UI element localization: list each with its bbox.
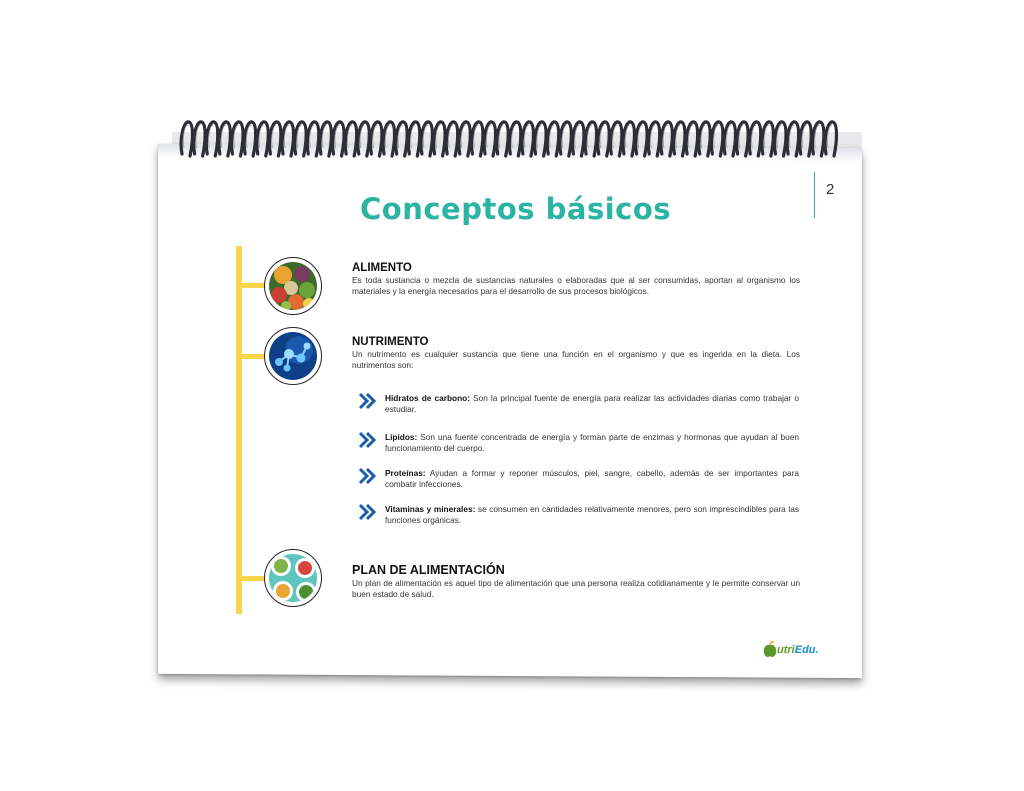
spiral-coil <box>446 122 457 156</box>
heading-alimento: ALIMENTO <box>352 262 412 274</box>
spiral-coil <box>509 122 520 156</box>
spiral-coil <box>232 122 243 156</box>
spiral-coil <box>206 122 217 156</box>
timeline-tick <box>236 354 264 359</box>
nutrient-term: Lípidos: <box>385 432 418 442</box>
spiral-coil <box>320 122 331 156</box>
nutrient-description: Son una fuente concentrada de energía y forman parte de enzimas y hormonas que ayudan al buen funcionamiento del cuerpo. <box>385 432 799 453</box>
spiral-coil <box>573 122 584 156</box>
spiral-coil <box>737 122 748 156</box>
spiral-coil <box>244 122 255 156</box>
spiral-coil <box>421 122 432 156</box>
double-chevron-icon <box>358 431 378 449</box>
spiral-coil <box>472 122 483 156</box>
spiral-coil <box>434 122 445 156</box>
page-title: Conceptos básicos <box>360 192 672 226</box>
double-chevron-icon <box>358 392 378 410</box>
spiral-coil <box>686 122 697 156</box>
molecule-icon <box>264 327 322 385</box>
nutrient-term: Proteínas: <box>385 468 426 478</box>
spiral-coil <box>610 122 621 156</box>
spiral-coil <box>585 122 596 156</box>
heading-plan-alimentacion: PLAN DE ALIMENTACIÓN <box>352 563 505 577</box>
body-nutrimento: Un nutrimento es cualquier sustancia que tiene una función en el organismo y que es ingerida en la dieta. Los nutrimentos son: <box>352 349 800 370</box>
spiral-coil <box>181 122 192 156</box>
spiral-coil <box>497 122 508 156</box>
nutrient-term: Vitaminas y minerales: <box>385 504 476 514</box>
spiral-coil <box>484 122 495 156</box>
nutrient-text <box>385 432 799 453</box>
spiral-coil <box>547 122 558 156</box>
double-chevron-icon <box>358 467 378 485</box>
spiral-coil <box>194 122 205 156</box>
spiral-coil <box>383 122 394 156</box>
spiral-coil <box>724 122 735 156</box>
spiral-coil <box>295 122 306 156</box>
spiral-coil <box>333 122 344 156</box>
spiral-coil <box>535 122 546 156</box>
spiral-coil <box>800 122 811 156</box>
spiral-coil <box>307 122 318 156</box>
spiral-coil <box>711 122 722 156</box>
nutrient-text <box>385 468 799 489</box>
spiral-coil <box>812 122 823 156</box>
spiral-coil <box>775 122 786 156</box>
nutrient-term: Hidratos de carbono: <box>385 393 470 403</box>
spiral-coil <box>623 122 634 156</box>
food-salad-icon <box>264 257 322 315</box>
spiral-coil <box>825 122 836 156</box>
logo-text-part1: utri <box>777 644 795 656</box>
nutriedu-logo <box>763 640 835 660</box>
spiral-coil <box>396 122 407 156</box>
spiral-binding <box>180 112 840 172</box>
timeline-tick <box>236 283 264 288</box>
nutrient-description: Ayudan a formar y reponer músculos, piel, sangre, cabello, además de ser importantes para combatir infecciones. <box>385 468 799 489</box>
spiral-coil <box>522 122 533 156</box>
spiral-coil <box>661 122 672 156</box>
spiral-coil <box>699 122 710 156</box>
spiral-coil <box>358 122 369 156</box>
spiral-coil <box>560 122 571 156</box>
page-number: 2 <box>826 181 835 198</box>
heading-nutrimento: NUTRIMENTO <box>352 336 429 348</box>
meal-plan-icon <box>264 549 322 607</box>
body-alimento: Es toda sustancia o mezcla de sustancias naturales o elaboradas que al ser consumidas, aportan al organismo los materiales y la energía necesarios para el desarrollo de sus procesos biológicos. <box>352 275 800 296</box>
spiral-coil <box>371 122 382 156</box>
spiral-coil <box>598 122 609 156</box>
spiral-coil <box>257 122 268 156</box>
spiral-coil <box>762 122 773 156</box>
spiral-coil <box>219 122 230 156</box>
timeline-tick <box>236 576 264 581</box>
double-chevron-icon <box>358 503 378 521</box>
body-plan-alimentacion: Un plan de alimentación es aquel tipo de alimentación que una persona realiza cotidianamente y le permite conservar un buen estado de salud. <box>352 578 800 599</box>
spiral-coil <box>269 122 280 156</box>
timeline-bar <box>236 246 242 614</box>
spiral-coil <box>749 122 760 156</box>
spiral-coil <box>459 122 470 156</box>
nutrient-description: Son la principal fuente de energía para realizar las actividades diarias como trabajar o estudiar. <box>385 393 799 414</box>
nutrient-text <box>385 504 799 525</box>
spiral-coil <box>648 122 659 156</box>
spiral-coil <box>282 122 293 156</box>
spiral-coil <box>636 122 647 156</box>
nutrient-description: se consumen en cantidades relativamente menores, pero son imprescindibles para las funciones orgánicas. <box>385 504 799 525</box>
nutrient-text <box>385 393 799 414</box>
logo-text <box>777 644 819 656</box>
spiral-coil <box>787 122 798 156</box>
spiral-coil <box>345 122 356 156</box>
page-number-rule <box>814 172 815 218</box>
spiral-coil <box>674 122 685 156</box>
spiral-coil <box>408 122 419 156</box>
apple-leaf-icon <box>763 641 777 659</box>
logo-text-part2: Edu. <box>794 644 819 656</box>
